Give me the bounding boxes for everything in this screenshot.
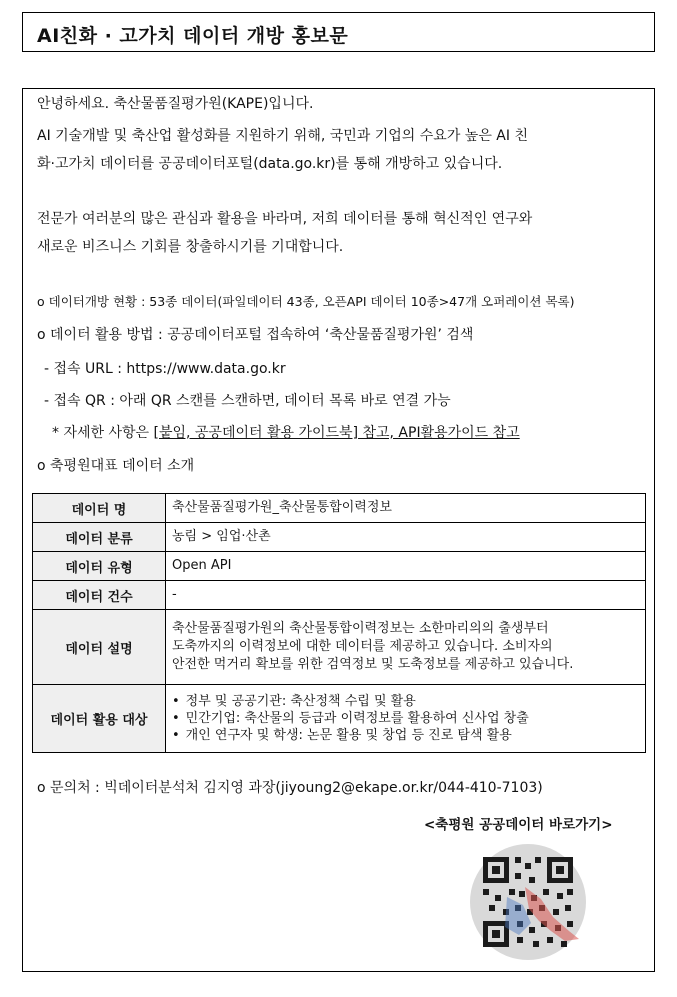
table-row [33,494,646,523]
table-row-description [33,610,646,685]
description-line: 축산물품질평가원의 축산물통합이력정보는 소한마리의의 출생부터 [172,621,549,636]
intro-paragraph-1-line-2: 화·고가치 데이터를 공공데이터포털(data.go.kr)를 통해 개방하고 있습니다. [37,156,503,172]
access-url-item: - 접속 URL : https://www.data.go.kr [44,361,286,377]
table-row [33,523,646,552]
intro-paragraph-2-line-1: 전문가 여러분의 많은 관심과 활용을 바라며, 저희 데이터를 통해 혁신적인 연구와 [37,211,533,227]
guidebook-link[interactable]: [붙임, 공공데이터 활용 가이드북] 참고, API활용가이드 참고 [153,425,520,441]
contact-info: o 문의처 : 빅데이터분석처 김지영 과장(jiyoung2@ekape.or.kr/044-410-7103) [37,780,543,796]
description-label: 데이터 설명 [33,610,166,685]
row-value: 축산물품질평가원_축산물통합이력정보 [166,494,646,523]
bullet-icon: • [172,728,180,743]
table-row-target [33,685,646,753]
description-line: 도축까지의 이력정보에 대한 데이터를 제공하고 있습니다. 소비자의 [172,639,553,654]
detail-note [52,424,520,442]
qr-code-icon[interactable] [469,843,587,961]
intro-paragraph-2-line-2: 새로운 비즈니스 기회를 창출하시기를 기대합니다. [37,239,344,255]
access-qr-item: - 접속 QR : 아래 QR 스캔를 스캔하면, 데이터 목록 바로 연결 가능 [44,393,451,409]
table-row [33,581,646,610]
row-label: 데이터 명 [33,494,166,523]
row-value: 농림 > 임업·산촌 [166,523,646,552]
data-info-table [32,493,646,753]
usage-method-bullet: o 데이터 활용 방법 : 공공데이터포털 접속하여 ‘축산물품질평가원’ 검색 [37,327,474,343]
open-status-bullet: o 데이터개방 현황 : 53종 데이터(파일데이터 43종, 오픈API 데이터 10종>47개 오퍼레이션 목록) [37,294,575,309]
shortcut-caption: <축평원 공공데이터 바로가기> [424,817,613,833]
target-value [166,685,646,753]
row-value: Open API [166,552,646,581]
greeting: 안녕하세요. 축산물품질평가원(KAPE)입니다. [37,96,314,112]
row-label: 데이터 유형 [33,552,166,581]
bullet-icon: • [172,711,180,726]
target-item: • 민간기업: 축산물의 등급과 이력정보를 활용하여 신사업 창출 [172,711,529,726]
bullet-icon: • [172,694,180,709]
featured-data-heading: o 축평원대표 데이터 소개 [37,458,195,474]
description-line: 안전한 먹거리 확보를 위한 검역정보 및 도축정보를 제공하고 있습니다. [172,657,574,672]
intro-paragraph-1-line-1: AI 기술개발 및 축산업 활성화를 지원하기 위해, 국민과 기업의 수요가 높은 AI 친 [37,128,528,144]
row-value: - [166,581,646,610]
title-box [22,12,655,52]
target-label: 데이터 활용 대상 [33,685,166,753]
row-label: 데이터 건수 [33,581,166,610]
table-row [33,552,646,581]
page-title: AI친화 · 고가치 데이터 개방 홍보문 [37,25,349,47]
target-item: • 정부 및 공공기관: 축산정책 수립 및 활용 [172,694,416,709]
detail-note-prefix: * 자세한 사항은 [52,425,154,441]
description-value [166,610,646,685]
target-item: • 개인 연구자 및 학생: 논문 활용 및 창업 등 진로 탐색 활용 [172,728,512,743]
row-label: 데이터 분류 [33,523,166,552]
